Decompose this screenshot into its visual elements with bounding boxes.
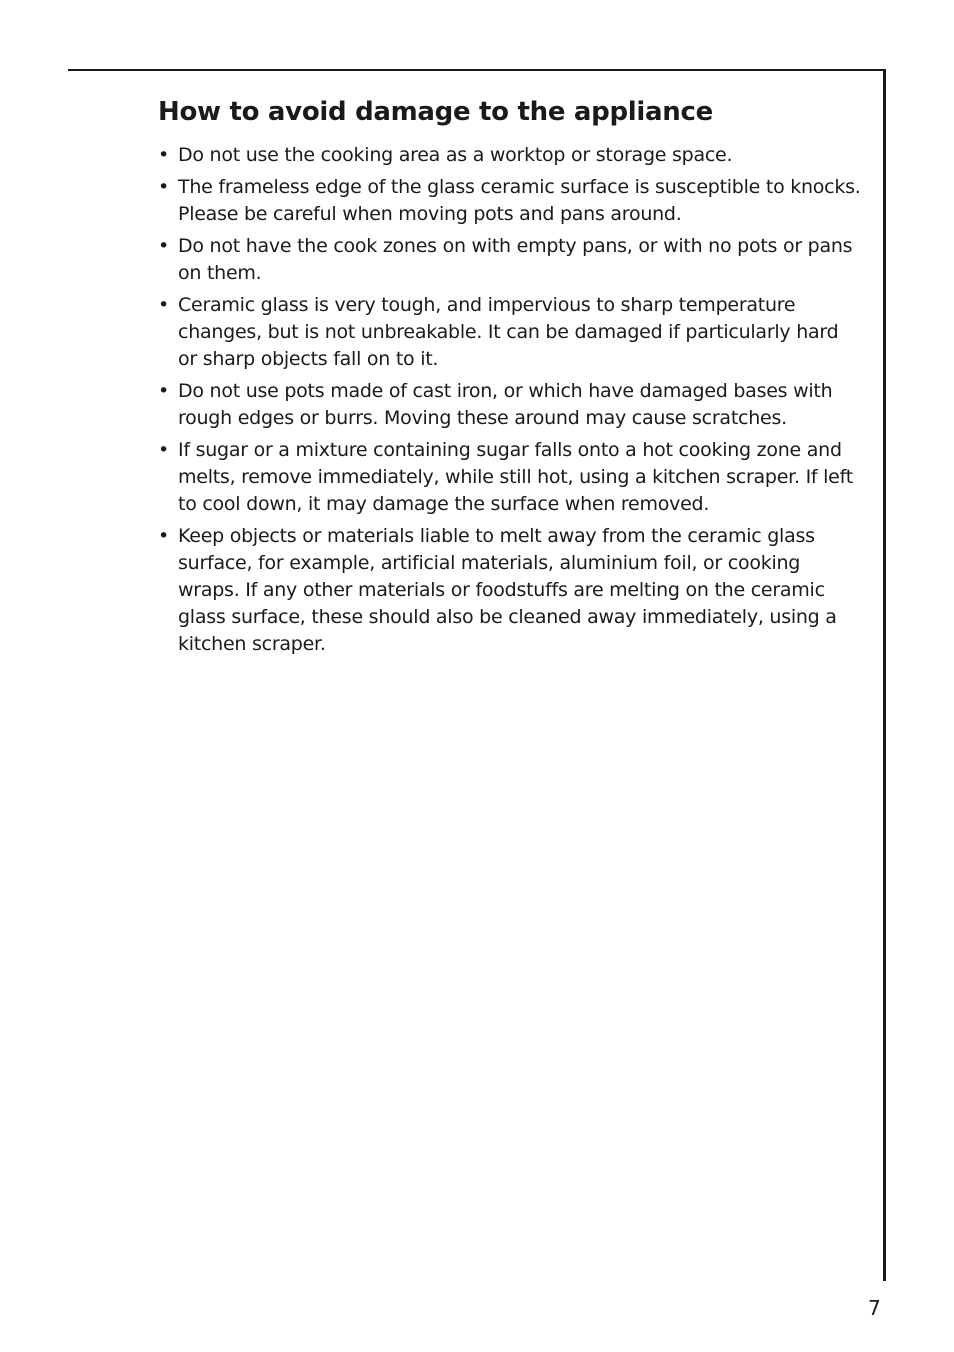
list-item: [158, 174, 862, 228]
list-item: [158, 142, 862, 169]
list-item-text: If sugar or a mixture containing sugar falls onto a hot cooking zone and melts, remove immediately, while still hot, using a kitchen scraper. If left to cool down, it may damage the surface when removed.: [178, 439, 853, 515]
bullet-icon: •: [158, 235, 169, 257]
list-item: [158, 292, 862, 373]
list-item: [158, 523, 862, 658]
bullet-icon: •: [158, 525, 169, 547]
bullet-icon: •: [158, 144, 169, 166]
list-item: [158, 437, 862, 518]
list-item-text: Keep objects or materials liable to melt away from the ceramic glass surface, for example, artificial materials, aluminium foil, or cooking wraps. If any other materials or foodstuffs are melting on the ceramic glass surface, these should also be cleaned away immediately, using a kitchen scraper.: [178, 525, 837, 655]
bullet-icon: •: [158, 380, 169, 402]
bullet-icon: •: [158, 176, 169, 198]
top-rule: [68, 69, 886, 71]
bullet-icon: •: [158, 439, 169, 461]
list-item: [158, 233, 862, 287]
page-content: [158, 92, 862, 663]
list-item-text: Do not have the cook zones on with empty pans, or with no pots or pans on them.: [178, 235, 853, 284]
page-number: 7: [868, 1296, 881, 1320]
list-item: [158, 378, 862, 432]
bullet-icon: •: [158, 294, 169, 316]
right-margin-rule: [883, 69, 886, 1281]
list-item-text: Do not use the cooking area as a worktop or storage space.: [178, 144, 733, 166]
warning-list: [158, 142, 862, 658]
list-item-text: Do not use pots made of cast iron, or which have damaged bases with rough edges or burrs. Moving these around may cause scratches.: [178, 380, 833, 429]
list-item-text: The frameless edge of the glass ceramic surface is susceptible to knocks. Please be careful when moving pots and pans around.: [178, 176, 861, 225]
section-heading: How to avoid damage to the appliance: [158, 97, 713, 127]
list-item-text: Ceramic glass is very tough, and impervious to sharp temperature changes, but is not unbreakable. It can be damaged if particularly hard or sharp objects fall on to it.: [178, 294, 839, 370]
